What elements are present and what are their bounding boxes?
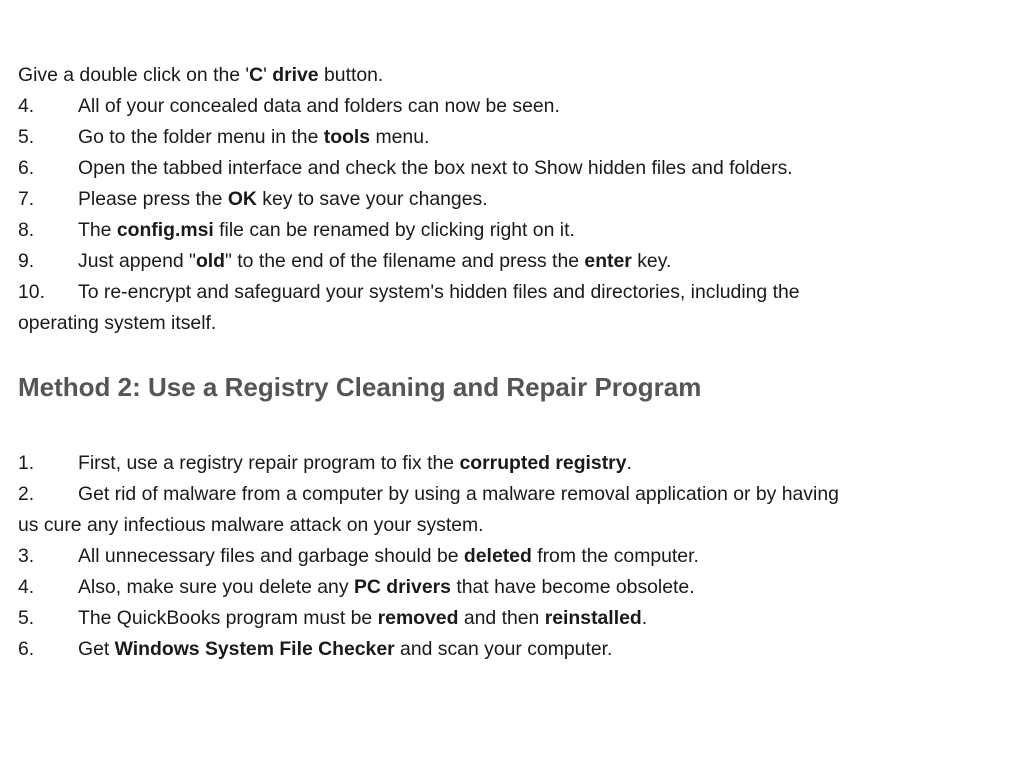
list-item-4: 4. All of your concealed data and folders can now be seen. <box>18 95 560 117</box>
method2-item-5: 5. The QuickBooks program must be removed and then reinstalled. <box>18 607 648 629</box>
section-heading: Method 2: Use a Registry Cleaning and Repair Program <box>18 372 702 402</box>
method2-item-3: 3. All unnecessary files and garbage should be deleted from the computer. <box>18 545 699 567</box>
method2-item-2-continued: us cure any infectious malware attack on your system. <box>18 514 484 536</box>
intro-line-c-drive: Give a double click on the 'C' drive button. <box>18 64 384 86</box>
list-item-9: 9. Just append "old" to the end of the filename and press the enter key. <box>18 250 672 272</box>
method2-item-4: 4. Also, make sure you delete any PC drivers that have become obsolete. <box>18 576 695 598</box>
list-item-10-continued: operating system itself. <box>18 312 217 334</box>
list-item-10: 10. To re-encrypt and safeguard your system's hidden files and directories, including the <box>18 281 800 303</box>
method2-item-6: 6. Get Windows System File Checker and scan your computer. <box>18 638 613 660</box>
list-item-7: 7. Please press the OK key to save your changes. <box>18 188 488 210</box>
method2-item-1: 1. First, use a registry repair program to fix the corrupted registry. <box>18 452 632 474</box>
list-item-6: 6. Open the tabbed interface and check the box next to Show hidden files and folders. <box>18 157 793 179</box>
document-body <box>18 60 1012 665</box>
list-item-8: 8. The config.msi file can be renamed by clicking right on it. <box>18 219 575 241</box>
method2-item-2: 2. Get rid of malware from a computer by using a malware removal application or by having <box>18 483 839 505</box>
list-item-5: 5. Go to the folder menu in the tools menu. <box>18 126 430 148</box>
